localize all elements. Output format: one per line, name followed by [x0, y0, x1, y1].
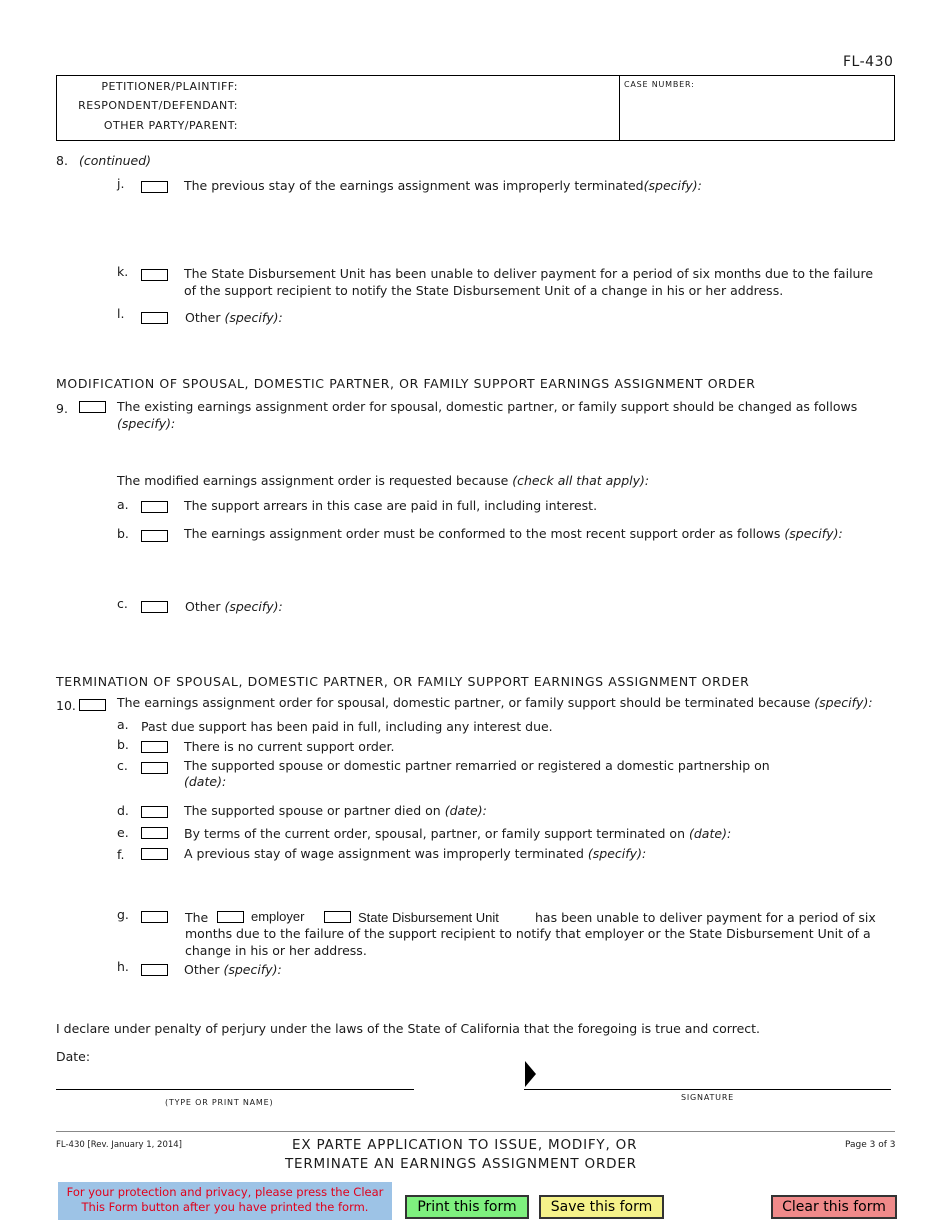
privacy-notice-line2: This Form button after you have printed the form. [81, 1200, 369, 1214]
item9-checkbox[interactable] [79, 401, 106, 413]
item10g-employer: employer [251, 909, 305, 924]
clear-button[interactable]: Clear this form [771, 1195, 897, 1219]
item10h-checkbox[interactable] [141, 964, 168, 976]
item10b-checkbox[interactable] [141, 741, 168, 753]
item10g-letter: g. [117, 907, 129, 922]
footer-title-2: TERMINATE AN EARNINGS ASSIGNMENT ORDER [285, 1156, 637, 1172]
item9b-letter: b. [117, 526, 129, 541]
case-number-field[interactable] [624, 92, 890, 136]
item10g-employer-checkbox[interactable] [217, 911, 244, 923]
item10a-text: Past due support has been paid in full, including any interest due. [141, 719, 553, 734]
item9c-label: Other [185, 599, 221, 614]
footer-page: Page 3 of 3 [845, 1140, 896, 1150]
type-name-label: (TYPE OR PRINT NAME) [165, 1098, 274, 1107]
save-button[interactable]: Save this form [539, 1195, 664, 1219]
respondent-field[interactable] [245, 97, 615, 115]
item9-reason-note: (check all that apply): [512, 473, 650, 488]
item8l-letter: l. [117, 306, 125, 321]
footer-title-1: EX PARTE APPLICATION TO ISSUE, MODIFY, OR [292, 1137, 638, 1153]
caption-divider [619, 75, 620, 141]
item8k-checkbox[interactable] [141, 269, 168, 281]
modification-heading: MODIFICATION OF SPOUSAL, DOMESTIC PARTNER, OR FAMILY SUPPORT EARNINGS ASSIGNMENT ORDER [56, 376, 756, 391]
declaration: I declare under penalty of perjury under the laws of the State of California that the foregoing is true and correct. [56, 1021, 761, 1036]
item10e-letter: e. [117, 825, 129, 840]
item10f-checkbox[interactable] [141, 848, 168, 860]
item9a-letter: a. [117, 497, 129, 512]
petitioner-label: PETITIONER/PLAINTIFF: [101, 80, 238, 93]
item8l-specify: (specify): [224, 310, 283, 325]
item10b-text: There is no current support order. [184, 739, 395, 754]
other-party-label: OTHER PARTY/PARENT: [103, 119, 238, 132]
respondent-label: RESPONDENT/DEFENDANT: [78, 99, 238, 112]
item10d-text [184, 803, 487, 818]
item10g-line3: change in his or her address. [185, 943, 367, 958]
item9c-text [185, 599, 283, 614]
item10e-checkbox[interactable] [141, 827, 168, 839]
item10a-letter: a. [117, 717, 129, 732]
item10d-checkbox[interactable] [141, 806, 168, 818]
item8j-text [184, 178, 702, 193]
item9-reason [117, 473, 649, 488]
other-party-field[interactable] [245, 117, 615, 135]
form-id: FL-430 [843, 54, 894, 70]
item8k-line1: The State Disbursement Unit has been unable to deliver payment for a period of six months due to the failure [184, 266, 874, 281]
item9a-text: The support arrears in this case are paid in full, including interest. [184, 498, 598, 513]
item10g-line2: months due to the failure of the support recipient to notify that employer or the State Disbursement Unit of a [185, 926, 871, 941]
signature-arrow-icon [525, 1061, 536, 1087]
item10g-checkbox[interactable] [141, 911, 168, 923]
item10-line1 [117, 695, 873, 710]
item10-checkbox[interactable] [79, 699, 106, 711]
privacy-notice [58, 1182, 392, 1220]
item9a-checkbox[interactable] [141, 501, 168, 513]
item10h-letter: h. [117, 959, 129, 974]
item10b-letter: b. [117, 737, 129, 752]
item10e-text [184, 826, 731, 841]
item10f-specify: (specify): [587, 846, 647, 861]
signature-line [524, 1089, 891, 1090]
item10-label: The earnings assignment order for spousal, domestic partner, or family support should be terminated because [117, 695, 811, 710]
item9b-checkbox[interactable] [141, 530, 168, 542]
item9b-text [184, 526, 843, 541]
privacy-notice-line1: For your protection and privacy, please press the Clear [66, 1185, 384, 1199]
item10h-specify: (specify): [223, 962, 282, 977]
item10c-text: The supported spouse or domestic partner remarried or registered a domestic partnership on [184, 758, 770, 773]
item9b-label: The earnings assignment order must be conformed to the most recent support order as follows [184, 526, 781, 541]
item9-reason-text: The modified earnings assignment order is requested because [117, 473, 509, 488]
item10g-sdu-checkbox[interactable] [324, 911, 351, 923]
item10e-date: (date): [689, 826, 732, 841]
item8k-letter: k. [117, 264, 129, 279]
signature-label: SIGNATURE [681, 1093, 735, 1102]
item10g-the: The [185, 910, 209, 925]
case-number-label: CASE NUMBER: [624, 80, 695, 89]
item10-number: 10. [56, 698, 76, 713]
print-button[interactable]: Print this form [405, 1195, 529, 1219]
item10f-label: A previous stay of wage assignment was improperly terminated [184, 846, 584, 861]
petitioner-field[interactable] [245, 78, 615, 96]
item10g-line1: has been unable to deliver payment for a period of six [535, 910, 876, 925]
footer-rule [56, 1131, 895, 1132]
item10-specify: (specify): [814, 695, 873, 710]
item10h-text [184, 962, 282, 977]
date-label: Date: [56, 1049, 91, 1064]
item10d-date: (date): [444, 803, 487, 818]
item8l-text [185, 310, 283, 325]
item9c-checkbox[interactable] [141, 601, 168, 613]
item10h-label: Other [184, 962, 220, 977]
item10f-text [184, 846, 646, 861]
item9-line1: The existing earnings assignment order for spousal, domestic partner, or family support should be changed as follows [117, 399, 858, 414]
item9b-specify: (specify): [784, 526, 843, 541]
item8j-specify: (specify): [643, 178, 702, 193]
footer-rev: FL-430 [Rev. January 1, 2014] [56, 1140, 182, 1150]
item10g-sdu: State Disbursement Unit [358, 910, 499, 925]
item10f-letter: f. [117, 847, 125, 862]
item8l-checkbox[interactable] [141, 312, 168, 324]
item8j-checkbox[interactable] [141, 181, 168, 193]
item9c-specify: (specify): [224, 599, 283, 614]
item8-continued: (continued) [79, 153, 152, 168]
item9c-letter: c. [117, 596, 128, 611]
item8-number: 8. [56, 153, 68, 168]
signature-field[interactable] [540, 1064, 888, 1088]
item8j-label: The previous stay of the earnings assignment was improperly terminated [184, 178, 644, 193]
name-line [56, 1089, 414, 1090]
item8l-label: Other [185, 310, 221, 325]
item10c-date: (date): [184, 774, 227, 789]
date-field[interactable] [95, 1047, 395, 1065]
item10d-label: The supported spouse or partner died on [184, 803, 441, 818]
termination-heading: TERMINATION OF SPOUSAL, DOMESTIC PARTNER, OR FAMILY SUPPORT EARNINGS ASSIGNMENT ORDER [56, 674, 750, 689]
item8k-line2: of the support recipient to notify the State Disbursement Unit of a change in his or her address. [184, 283, 784, 298]
item10e-label: By terms of the current order, spousal, partner, or family support terminated on [184, 826, 686, 841]
name-field[interactable] [56, 1066, 412, 1088]
item10d-letter: d. [117, 803, 129, 818]
item10c-checkbox[interactable] [141, 762, 168, 774]
item9-specify: (specify): [117, 416, 176, 431]
item10c-letter: c. [117, 758, 128, 773]
item9-number: 9. [56, 401, 68, 416]
item8j-letter: j. [117, 176, 125, 191]
